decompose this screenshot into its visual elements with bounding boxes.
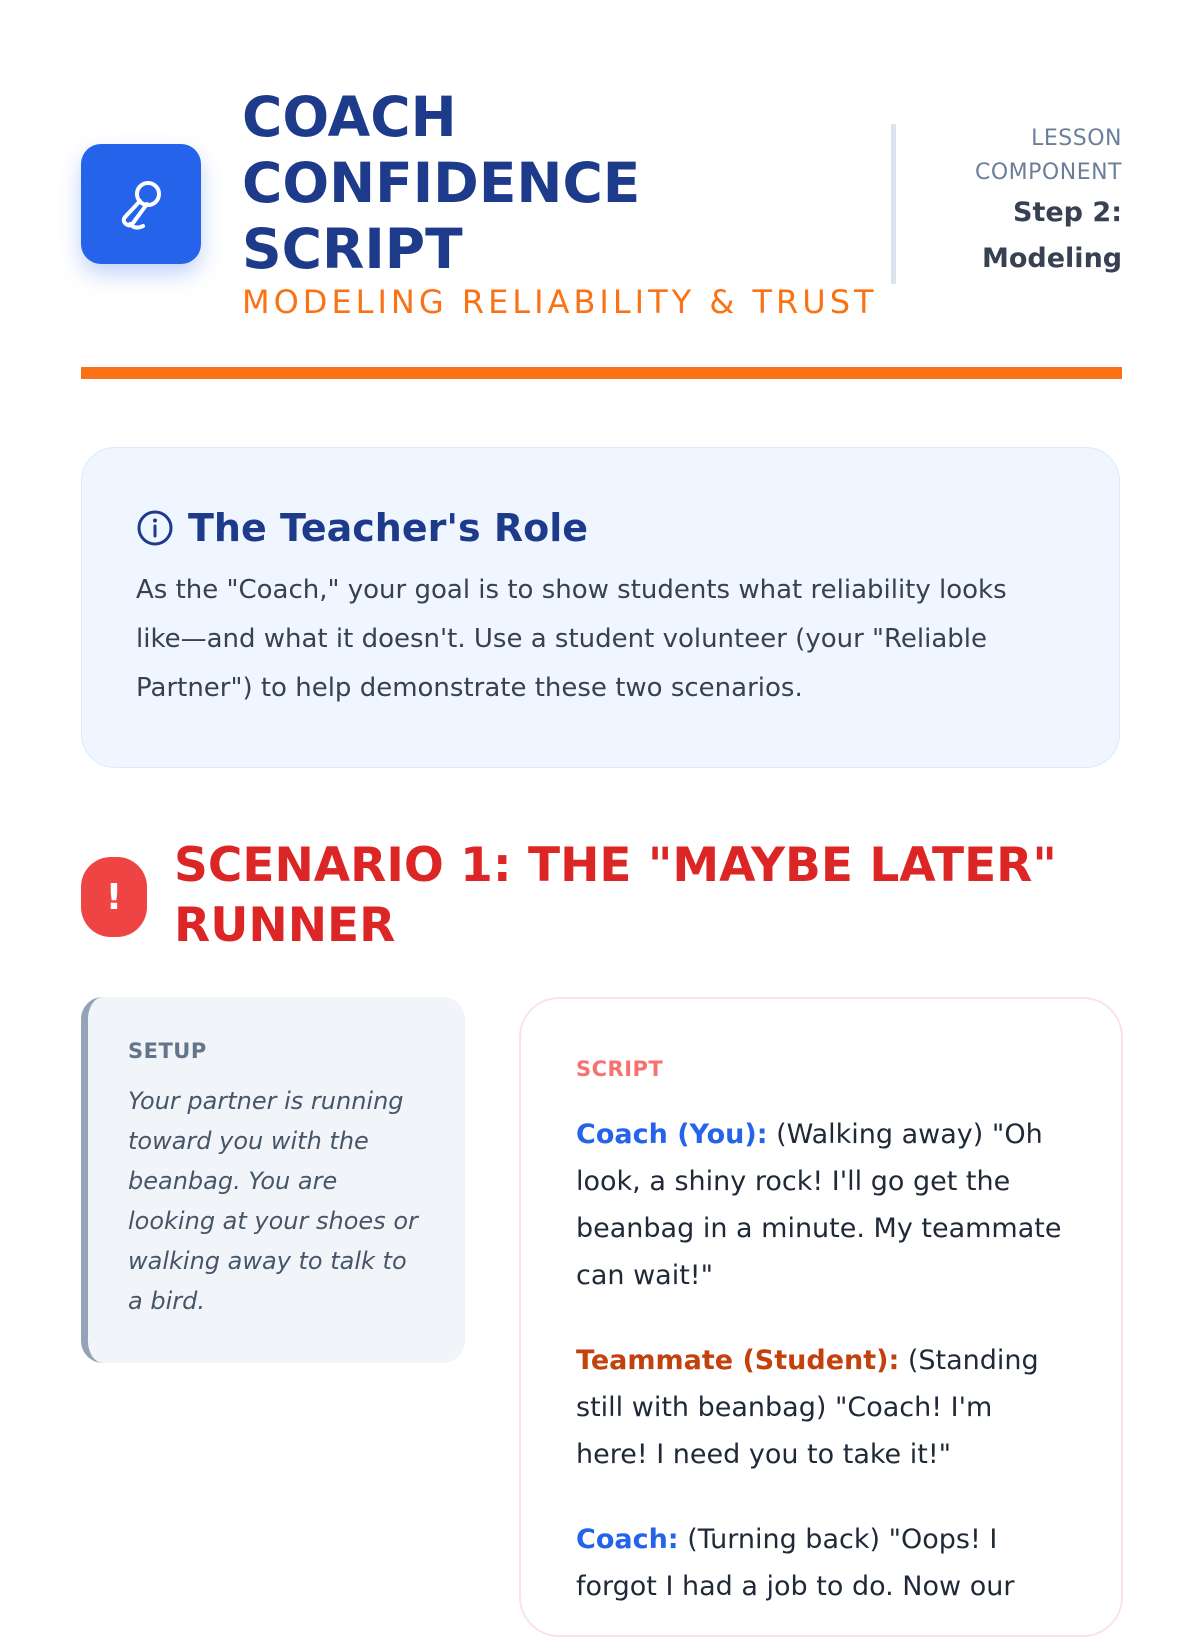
script-line — [576, 1337, 1066, 1478]
page-subtitle: MODELING RELIABILITY & TRUST — [242, 283, 878, 321]
lesson-step-value: Step 2: Modeling — [982, 197, 1123, 274]
teacher-role-callout — [81, 447, 1120, 768]
line-text: (Walking away) "Oh look, a shiny rock! I'll go get the beanbag in a minute. My teammate can wait!" — [576, 1119, 1062, 1291]
lesson-component-label: LESSON COMPONENT — [975, 126, 1122, 185]
warning-badge — [81, 857, 147, 937]
script-card — [519, 997, 1123, 1637]
exclamation-icon: ! — [105, 876, 123, 918]
speaker-coach: Coach: — [576, 1524, 679, 1555]
header-divider — [891, 124, 896, 284]
role-description: As the "Coach," your goal is to show students what reliability looks like—and what it doesn't. Use a student volunteer (your "Reliable Partner") to help demonstrate these two scenarios. — [136, 575, 1007, 703]
script-line — [576, 1516, 1066, 1610]
info-icon — [136, 509, 174, 547]
role-title: The Teacher's Role — [188, 506, 589, 550]
script-lines — [576, 1111, 1066, 1648]
role-heading — [136, 506, 588, 550]
setup-text: Your partner is running toward you with the beanbag. You are looking at your shoes or walking away to talk to a bird. — [128, 1087, 418, 1315]
setup-label: SETUP — [128, 1039, 207, 1063]
scenario-1-title: SCENARIO 1: THE "MAYBE LATER" RUNNER — [174, 838, 1057, 953]
speaker-teammate: Teammate (Student): — [576, 1345, 900, 1376]
microphone-logo — [81, 144, 201, 264]
line-text: (Standing still with beanbag) "Coach! I'm here! I need you to take it!" — [576, 1345, 1039, 1470]
header-rule — [81, 367, 1122, 379]
script-label: SCRIPT — [576, 1057, 664, 1081]
page-title: COACH CONFIDENCE SCRIPT — [242, 85, 641, 281]
lesson-page — [81, 0, 1122, 1600]
script-line — [576, 1111, 1066, 1299]
microphone-icon — [111, 174, 171, 234]
line-text: (Turning back) "Oops! I forgot I had a job to do. Now our — [576, 1524, 1015, 1602]
lesson-meta — [962, 122, 1122, 282]
setup-card — [81, 997, 465, 1363]
speaker-coach: Coach (You): — [576, 1119, 768, 1150]
